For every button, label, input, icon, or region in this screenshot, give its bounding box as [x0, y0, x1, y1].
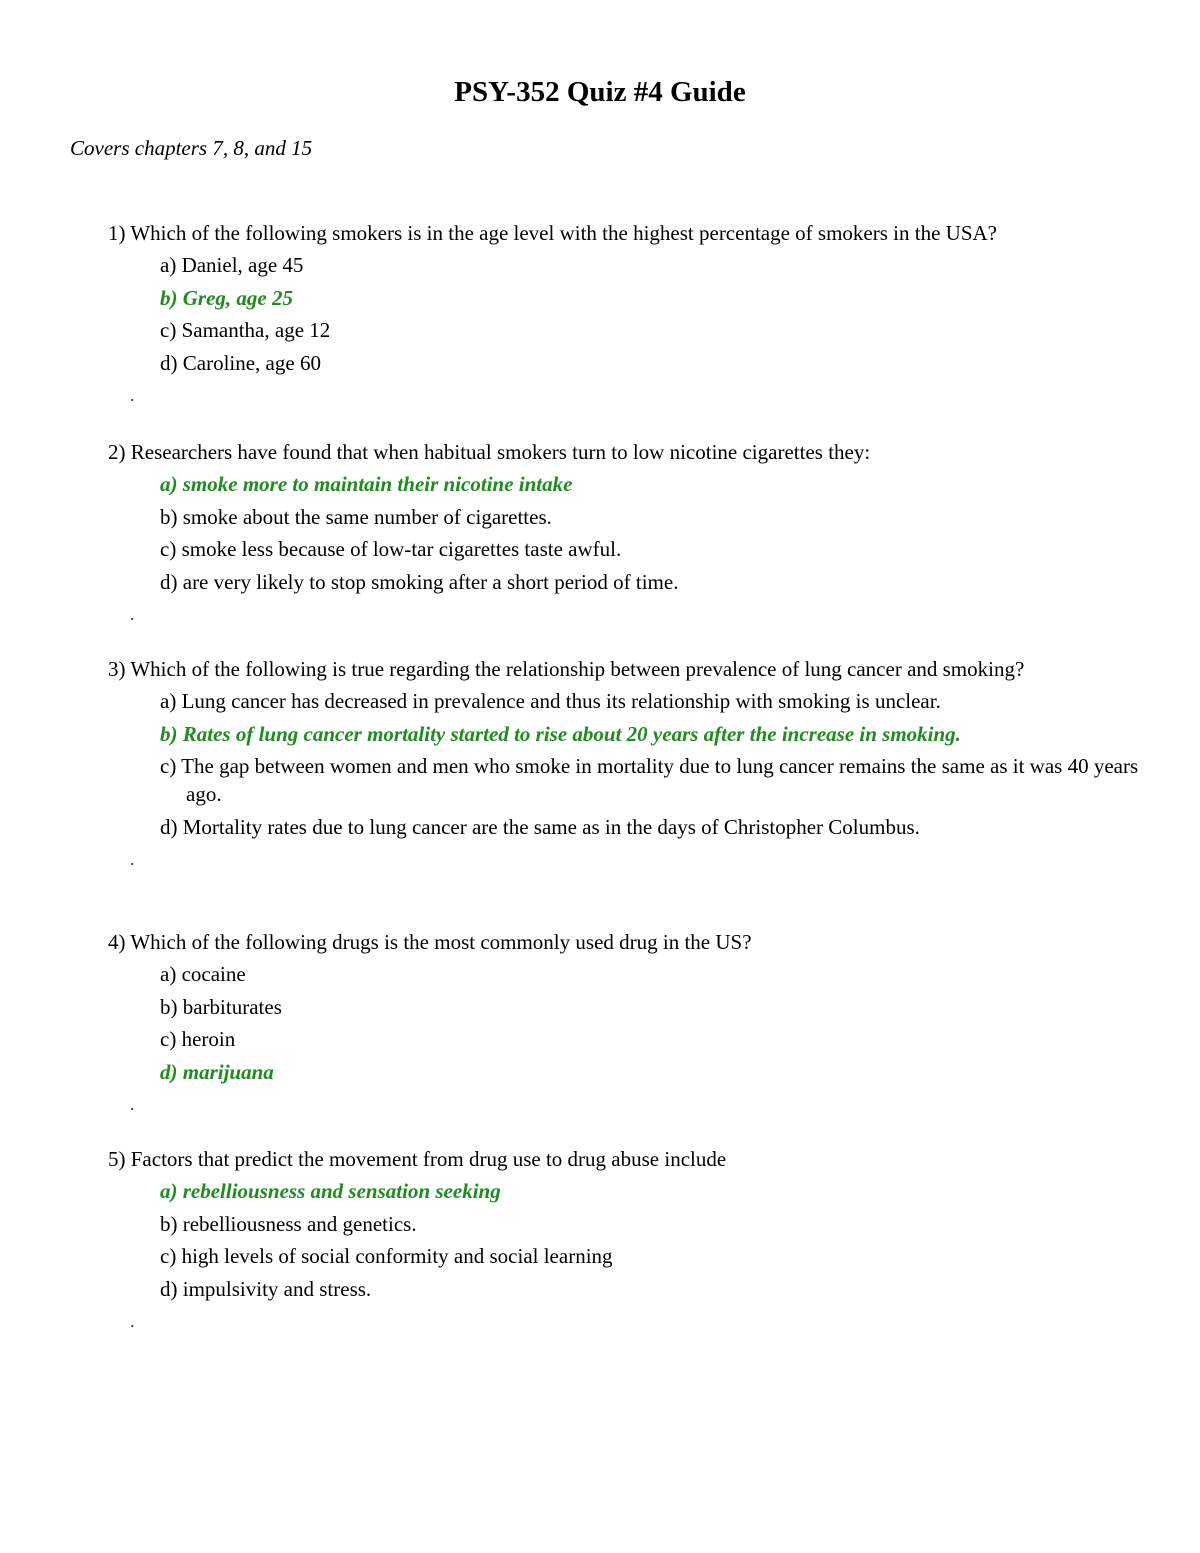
answer-options [160, 960, 1158, 1086]
question-5 [108, 1145, 1158, 1331]
answer-options [160, 1177, 1158, 1303]
answer-options [160, 251, 1158, 377]
question-stem: 5) Factors that predict the movement from drug use to drug abuse include [108, 1147, 727, 1171]
question-separator: . [130, 384, 135, 405]
question-3 [108, 655, 1158, 869]
answer-option: b) smoke about the same number of cigarettes. [160, 504, 552, 529]
question-stem: 4) Which of the following drugs is the most commonly used drug in the US? [108, 930, 752, 954]
correct-answer-option: a) smoke more to maintain their nicotine intake [160, 472, 573, 496]
question-2 [108, 438, 1158, 624]
document-subtitle: Covers chapters 7, 8, and 15 [70, 136, 313, 160]
question-1 [108, 219, 1158, 405]
answer-option: a) Lung cancer has decreased in prevalence and thus its relationship with smoking is unclear. [160, 689, 941, 713]
question-separator: . [130, 1310, 135, 1331]
answer-option: d) Mortality rates due to lung cancer are the same as in the days of Christopher Columbus. [160, 814, 920, 839]
answer-option: c) Samantha, age 12 [160, 318, 331, 342]
document-title: PSY-352 Quiz #4 Guide [454, 76, 746, 108]
question-4 [108, 928, 1158, 1114]
answer-option: a) Daniel, age 45 [160, 253, 304, 277]
answer-option: b) barbiturates [160, 994, 282, 1019]
question-separator: . [130, 1093, 135, 1114]
answer-option: c) heroin [160, 1027, 236, 1051]
answer-option: d) impulsivity and stress. [160, 1276, 372, 1301]
question-separator: . [130, 603, 135, 624]
answer-option: a) cocaine [160, 962, 246, 986]
answer-option: d) are very likely to stop smoking after a short period of time. [160, 569, 679, 594]
question-stem: 1) Which of the following smokers is in the age level with the highest percentage of smokers in the USA? [108, 221, 997, 245]
correct-answer-option: b) Rates of lung cancer mortality started to rise about 20 years after the increase in smoking. [160, 721, 961, 746]
question-stem: 2) Researchers have found that when habitual smokers turn to low nicotine cigarettes they: [108, 440, 871, 464]
correct-answer-option: d) marijuana [160, 1059, 274, 1084]
answer-option: c) high levels of social conformity and social learning [160, 1244, 613, 1268]
answer-options [160, 687, 1158, 841]
correct-answer-option: b) Greg, age 25 [160, 285, 293, 310]
answer-option: c) smoke less because of low-tar cigarettes taste awful. [160, 537, 622, 561]
answer-option: b) rebelliousness and genetics. [160, 1211, 417, 1236]
answer-option: c) The gap between women and men who smoke in mortality due to lung cancer remains the same as it was 40 years ago. [160, 754, 1139, 806]
answer-option: d) Caroline, age 60 [160, 350, 321, 375]
correct-answer-option: a) rebelliousness and sensation seeking [160, 1179, 501, 1203]
question-separator: . [130, 848, 135, 869]
answer-options [160, 470, 1158, 596]
question-stem: 3) Which of the following is true regarding the relationship between prevalence of lung cancer and smoking? [108, 657, 1025, 681]
